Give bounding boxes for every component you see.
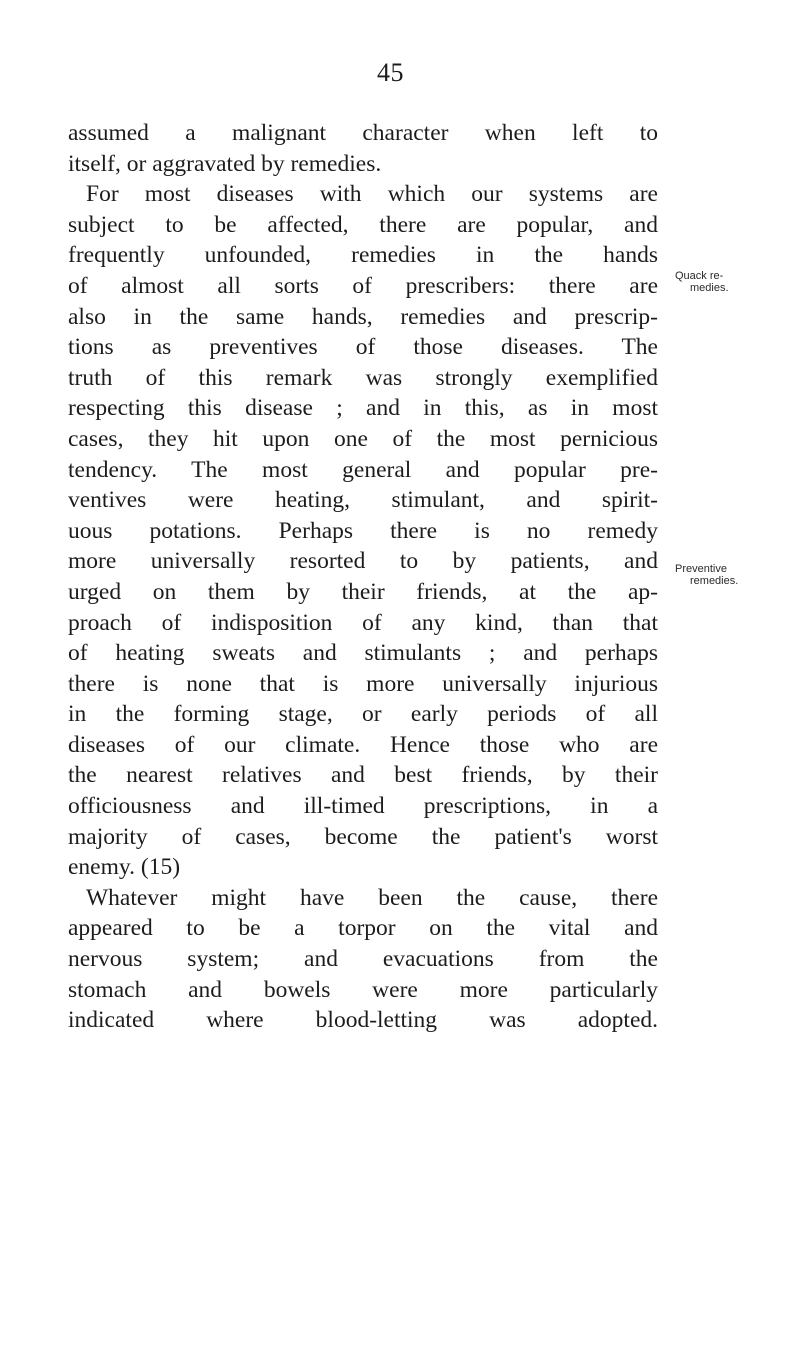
page-number: 45 <box>377 58 404 87</box>
body-line: frequently unfounded, remedies in the hands <box>68 242 658 269</box>
body-line: nervous system; and evacuations from the <box>68 946 658 973</box>
body-line: cases, they hit upon one of the most pernicious <box>68 425 658 452</box>
body-line: tions as preventives of those diseases. The <box>68 334 658 361</box>
margin-note-line: medies. <box>690 282 729 294</box>
body-line: subject to be affected, there are popular, and <box>68 211 658 238</box>
body-line: there is none that is more universally injurious <box>68 670 658 697</box>
body-line: For most diseases with which our systems are <box>86 181 658 208</box>
margin-note-preventive-remedies <box>675 563 738 587</box>
body-line: in the forming stage, or early periods of all <box>68 701 658 728</box>
body-line: proach of indisposition of any kind, than that <box>68 609 658 636</box>
body-line: respecting this disease ; and in this, as in most <box>68 395 658 422</box>
margin-note-line: Preventive <box>675 563 727 575</box>
margin-note-line: Quack re- <box>675 270 724 282</box>
body-line: uous potations. Perhaps there is no remedy <box>68 517 658 544</box>
body-line: enemy. (15) <box>68 854 181 881</box>
body-line: ventives were heating, stimulant, and spirit- <box>68 487 658 514</box>
body-line: indicated where blood-letting was adopted. <box>68 1007 658 1034</box>
body-line: of almost all sorts of prescribers: there are <box>68 272 658 299</box>
body-line: urged on them by their friends, at the ap- <box>68 578 658 605</box>
body-line: diseases of our climate. Hence those who are <box>68 731 658 758</box>
body-line: of heating sweats and stimulants ; and perhaps <box>68 640 658 667</box>
body-line: itself, or aggravated by remedies. <box>68 150 382 177</box>
body-line: the nearest relatives and best friends, by their <box>68 762 658 789</box>
body-line: appeared to be a torpor on the vital and <box>68 915 658 942</box>
margin-note-quack-remedies <box>675 270 729 294</box>
body-line: truth of this remark was strongly exemplified <box>68 364 658 391</box>
body-line: also in the same hands, remedies and prescrip- <box>68 303 658 330</box>
text-column <box>68 118 658 1036</box>
body-line: assumed a malignant character when left to <box>68 120 658 146</box>
body-line: tendency. The most general and popular pre- <box>68 456 658 483</box>
body-line: more universally resorted to by patients, and <box>68 548 658 575</box>
margin-note-line: remedies. <box>690 575 739 587</box>
body-line: majority of cases, become the patient's worst <box>68 823 658 850</box>
body-line: Whatever might have been the cause, there <box>86 884 658 911</box>
body-line: officiousness and ill-timed prescriptions, in a <box>68 793 658 820</box>
body-line: stomach and bowels were more particularly <box>68 976 658 1003</box>
